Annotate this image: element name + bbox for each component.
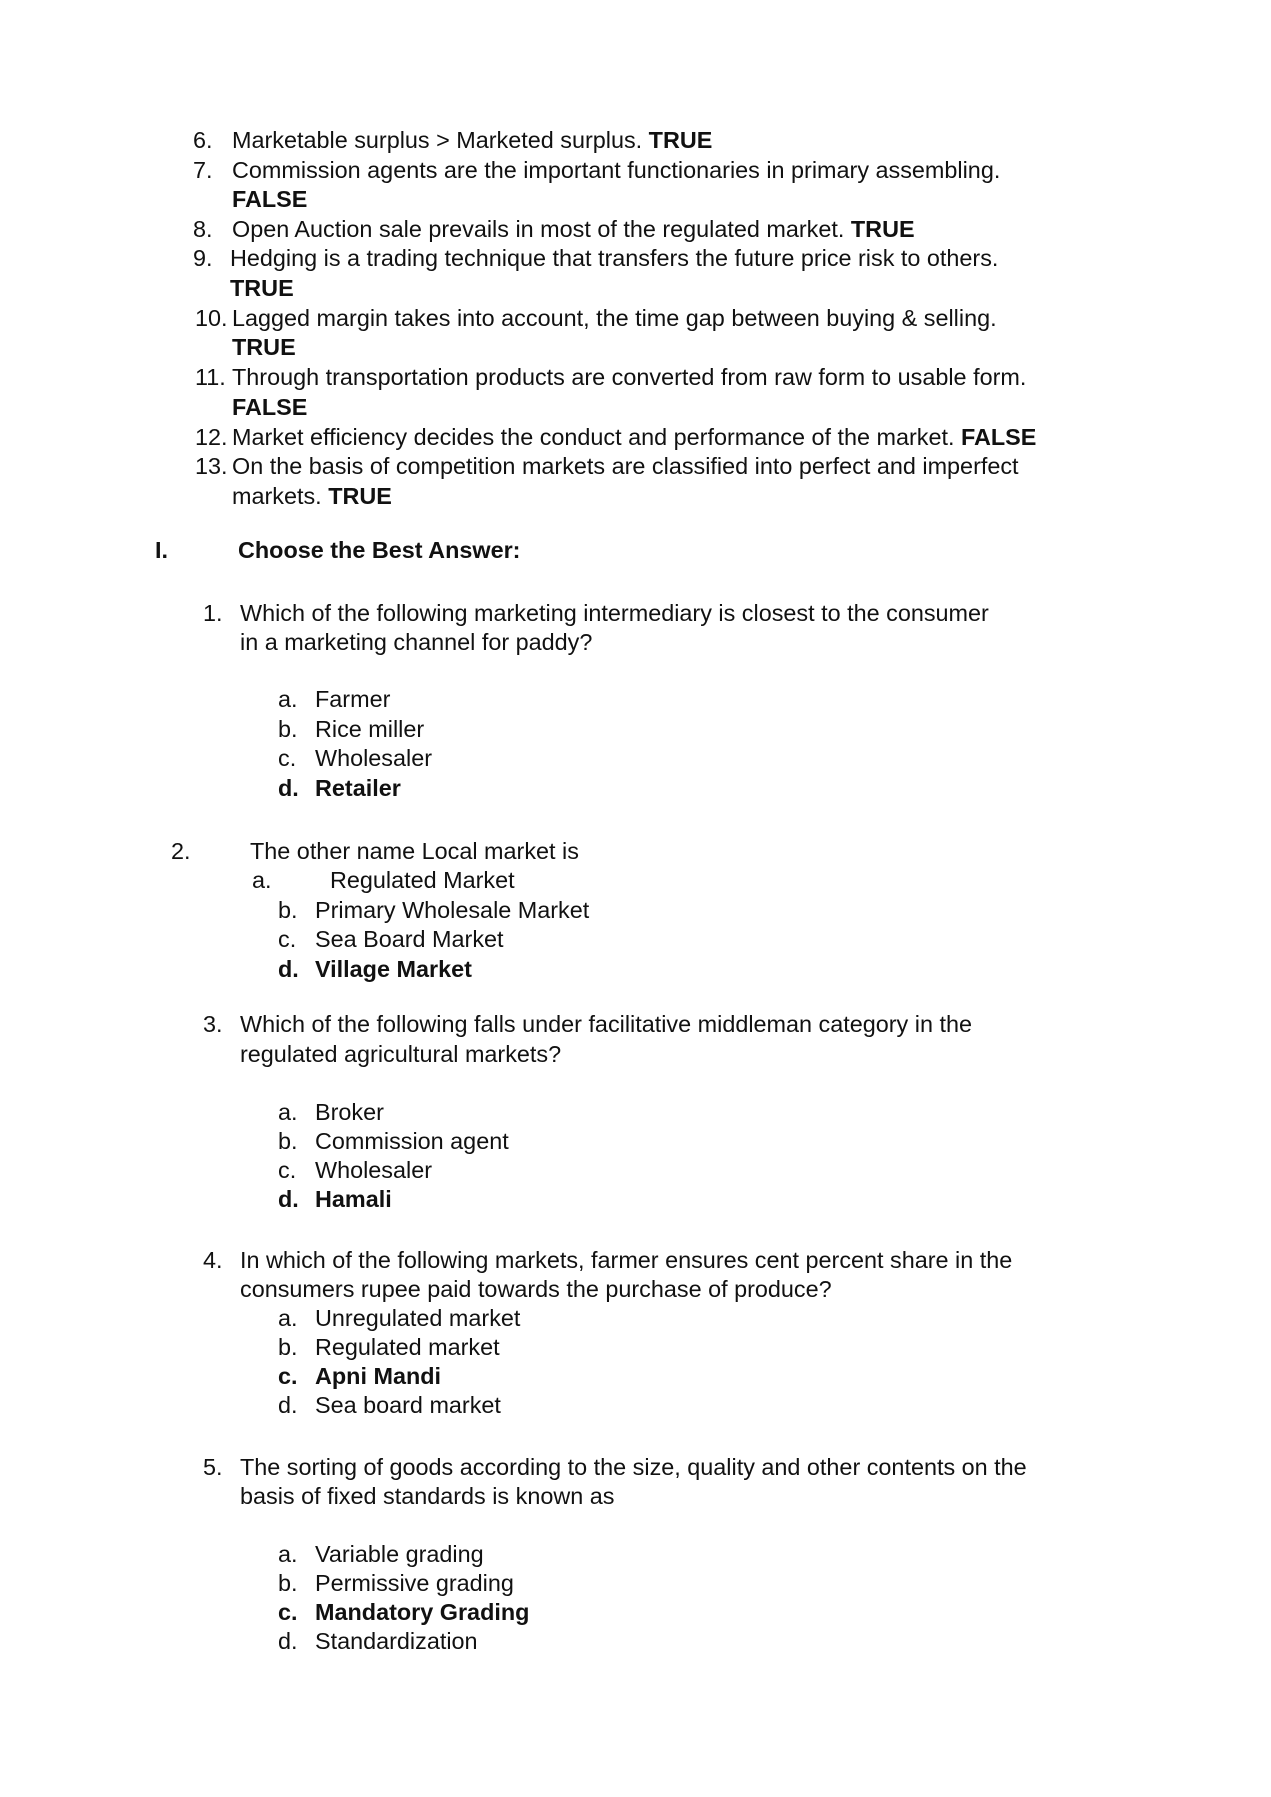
item-number: 10. xyxy=(195,305,228,331)
section-numeral: I. xyxy=(155,537,168,563)
answer-label: TRUE xyxy=(850,216,915,242)
true-false-statement: On the basis of competition markets are classified into perfect and imperfect xyxy=(232,453,1019,479)
item-number: 7. xyxy=(193,157,213,183)
option-letter: a. xyxy=(278,686,298,712)
option-letter: d. xyxy=(278,1628,298,1654)
option-text: Regulated Market xyxy=(330,867,515,893)
option-text: Permissive grading xyxy=(315,1570,514,1596)
option-text: Retailer xyxy=(315,775,401,801)
option-text: Unregulated market xyxy=(315,1305,521,1331)
option-letter: c. xyxy=(278,1363,298,1389)
section-title: Choose the Best Answer: xyxy=(238,537,521,563)
item-number: 9. xyxy=(193,245,213,271)
option-text: Wholesaler xyxy=(315,745,432,771)
option-text: Apni Mandi xyxy=(315,1363,442,1389)
option-letter: d. xyxy=(278,775,299,801)
option-letter: b. xyxy=(278,1128,298,1154)
option-text: Regulated market xyxy=(315,1334,500,1360)
option-letter: b. xyxy=(278,1570,298,1596)
question-number: 4. xyxy=(203,1247,223,1273)
option-letter: c. xyxy=(278,745,297,771)
option-text: Standardization xyxy=(315,1628,478,1654)
option-text: Sea Board Market xyxy=(315,926,504,952)
question-text: The sorting of goods according to the size, quality and other contents on the xyxy=(240,1454,1027,1480)
statement-text: Open Auction sale prevails in most of the regulated market. xyxy=(232,216,851,242)
true-false-statement: Through transportation products are converted from raw form to usable form. xyxy=(232,364,1027,390)
question-text: consumers rupee paid towards the purchase of produce? xyxy=(240,1276,832,1302)
item-number: 12. xyxy=(195,424,228,450)
true-false-statement xyxy=(232,426,1036,449)
option-text: Rice miller xyxy=(315,716,425,742)
option-text: Village Market xyxy=(315,956,472,982)
option-letter: a. xyxy=(278,1099,298,1125)
item-number: 13. xyxy=(195,453,228,479)
option-text: Broker xyxy=(315,1099,384,1125)
question-text: in a marketing channel for paddy? xyxy=(240,629,593,655)
option-letter: c. xyxy=(278,1599,298,1625)
answer-label: FALSE xyxy=(232,186,308,212)
option-letter: a. xyxy=(252,867,272,893)
true-false-statement xyxy=(232,129,712,152)
option-letter: d. xyxy=(278,1392,298,1418)
option-text: Wholesaler xyxy=(315,1157,432,1183)
option-letter: a. xyxy=(278,1541,298,1567)
item-number: 8. xyxy=(193,216,213,242)
question-number: 1. xyxy=(203,600,223,626)
statement-text: Marketable surplus > Marketed surplus. xyxy=(232,127,649,153)
option-text: Variable grading xyxy=(315,1541,484,1567)
option-letter: b. xyxy=(278,1334,298,1360)
option-text: Primary Wholesale Market xyxy=(315,897,590,923)
item-number: 11. xyxy=(195,364,226,390)
true-false-statement: Lagged margin takes into account, the time gap between buying & selling. xyxy=(232,305,997,331)
option-letter: b. xyxy=(278,897,298,923)
answer-label: TRUE xyxy=(328,483,392,509)
question-text: regulated agricultural markets? xyxy=(240,1041,562,1067)
answer-label: FALSE xyxy=(232,394,308,420)
question-number: 5. xyxy=(203,1454,223,1480)
statement-text: markets. xyxy=(232,483,329,509)
option-letter: a. xyxy=(278,1305,298,1331)
answer-label: FALSE xyxy=(960,424,1037,450)
answer-label: TRUE xyxy=(648,127,713,153)
option-letter: b. xyxy=(278,716,298,742)
statement-text: Market efficiency decides the conduct and performance of the market. xyxy=(232,424,961,450)
option-letter: d. xyxy=(278,956,299,982)
true-false-statement-cont xyxy=(232,485,392,508)
question-text: Which of the following falls under facilitative middleman category in the xyxy=(240,1011,972,1037)
true-false-statement: Hedging is a trading technique that transfers the future price risk to others. xyxy=(230,245,999,271)
true-false-statement: Commission agents are the important functionaries in primary assembling. xyxy=(232,157,1001,183)
option-letter: d. xyxy=(278,1186,299,1212)
question-number: 2. xyxy=(171,838,191,864)
question-text: basis of fixed standards is known as xyxy=(240,1483,615,1509)
option-text: Sea board market xyxy=(315,1392,501,1418)
answer-label: TRUE xyxy=(232,334,296,360)
answer-label: TRUE xyxy=(230,275,294,301)
option-text: Hamali xyxy=(315,1186,392,1212)
item-number: 6. xyxy=(193,127,213,153)
question-text: Which of the following marketing intermediary is closest to the consumer xyxy=(240,600,989,626)
option-text: Farmer xyxy=(315,686,391,712)
question-number: 3. xyxy=(203,1011,223,1037)
question-text: In which of the following markets, farmer ensures cent percent share in the xyxy=(240,1247,1013,1273)
option-text: Mandatory Grading xyxy=(315,1599,530,1625)
option-letter: c. xyxy=(278,926,297,952)
option-letter: c. xyxy=(278,1157,297,1183)
question-text: The other name Local market is xyxy=(250,838,579,864)
option-text: Commission agent xyxy=(315,1128,509,1154)
true-false-statement xyxy=(232,218,915,241)
